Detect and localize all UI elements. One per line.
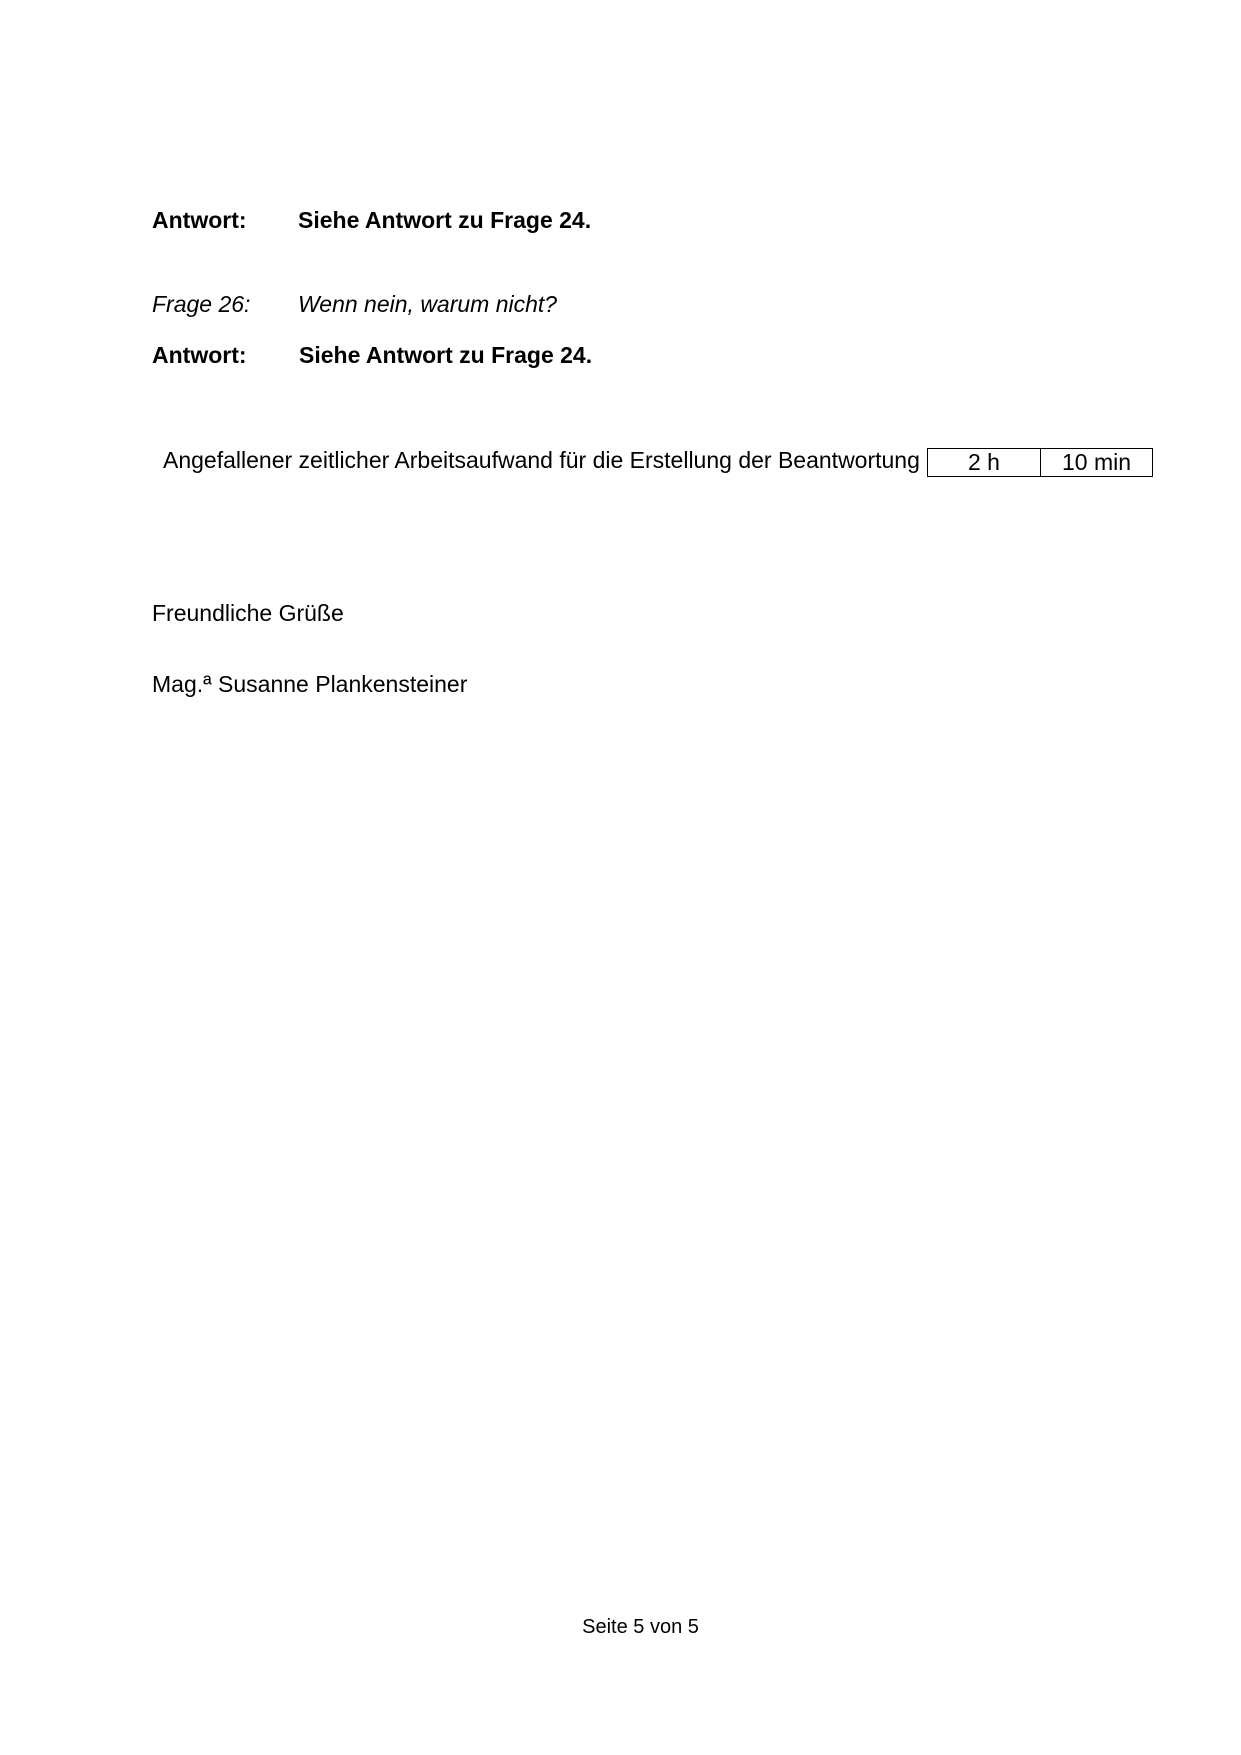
effort-hours: 2 h [928, 449, 1041, 477]
answer-text: Siehe Antwort zu Frage 24. [299, 342, 593, 368]
page-number: Seite 5 von 5 [582, 1616, 699, 1638]
effort-table [927, 448, 1153, 477]
question-text: Wenn nein, warum nicht? [298, 291, 558, 317]
answer-label: Antwort: [152, 207, 247, 233]
answer-label: Antwort: [152, 342, 247, 368]
effort-label: Angefallener zeitlicher Arbeitsaufwand für die Erstellung der Beantwortung [163, 447, 920, 473]
effort-minutes: 10 min [1041, 449, 1153, 477]
closing-greeting: Freundliche Grüße [152, 600, 344, 626]
signature-name: Mag.ª Susanne Plankensteiner [152, 671, 468, 697]
answer-text: Siehe Antwort zu Frage 24. [298, 207, 592, 233]
question-label: Frage 26: [152, 291, 251, 317]
